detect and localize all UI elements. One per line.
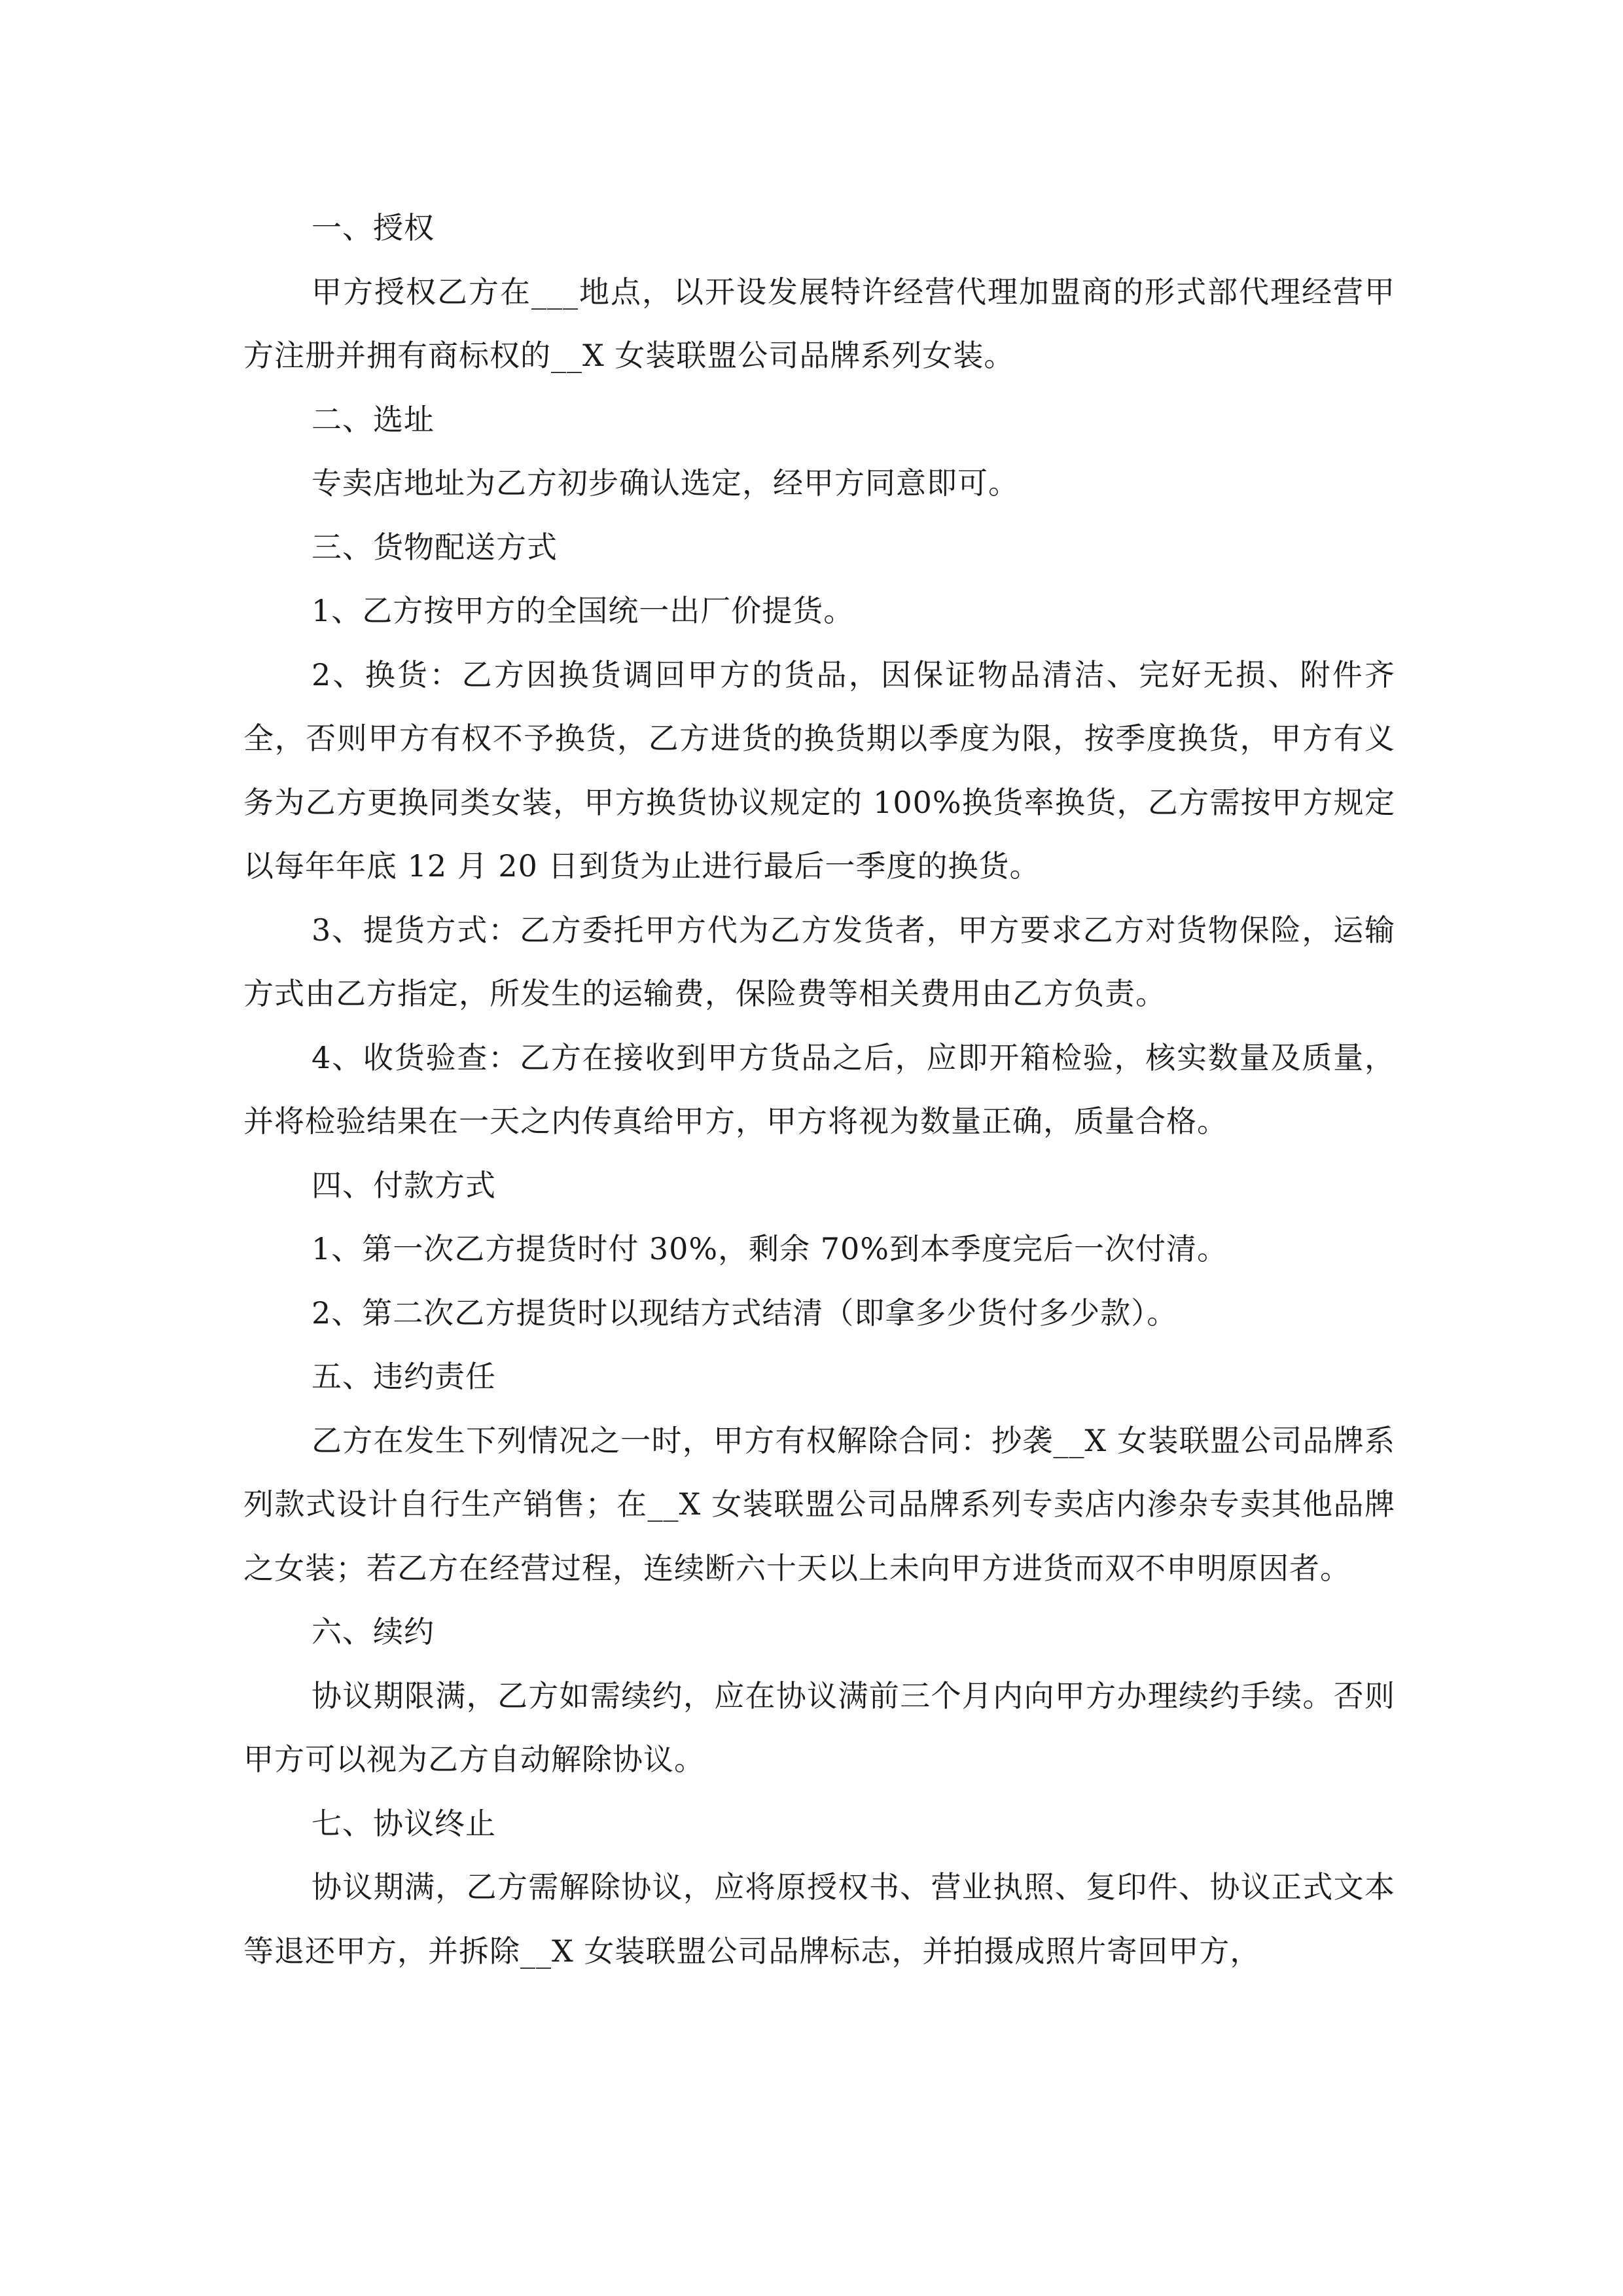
paragraph-delivery-2: 2、换货：乙方因换货调回甲方的货品，因保证物品清洁、完好无损、附件齐全，否则甲方有权不予换货，乙方进货的换货期以季度为限，按季度换货，甲方有义务为乙方更换同类女装，甲方换货协议规定的 100%换货率换货，乙方需按甲方规定以每年年底 12 月 20 日到货为止进行最后一季度的换货。	[243, 656, 1395, 884]
paragraph-site-selection: 专卖店地址为乙方初步确认选定，经甲方同意即可。	[312, 465, 1019, 501]
paragraph-renewal: 协议期限满，乙方如需续约，应在协议满前三个月内向甲方办理续约手续。否则甲方可以视为乙方自动解除协议。	[243, 1677, 1395, 1777]
document-body	[243, 196, 1395, 1983]
section-heading-termination: 七、协议终止	[312, 1805, 496, 1841]
section-heading-breach: 五、违约责任	[312, 1359, 496, 1394]
section-heading-site-selection: 二、选址	[312, 401, 435, 437]
paragraph-delivery-3: 3、提货方式：乙方委托甲方代为乙方发货者，甲方要求乙方对货物保险，运输方式由乙方指定，所发生的运输费，保险费等相关费用由乙方负责。	[243, 912, 1395, 1011]
paragraph-payment-1: 1、第一次乙方提货时付 30%，剩余 70%到本季度完后一次付清。	[312, 1231, 1228, 1266]
paragraph-termination: 协议期满，乙方需解除协议，应将原授权书、营业执照、复印件、协议正式文本等退还甲方，并拆除__X 女装联盟公司品牌标志，并拍摄成照片寄回甲方，	[243, 1869, 1395, 1969]
paragraph-delivery-1: 1、乙方按甲方的全国统一出厂价提货。	[312, 593, 855, 628]
section-heading-payment: 四、付款方式	[312, 1167, 496, 1203]
section-heading-authorization: 一、授权	[312, 210, 435, 245]
paragraph-payment-2: 2、第二次乙方提货时以现结方式结清（即拿多少货付多少款）。	[312, 1295, 1178, 1331]
section-heading-delivery: 三、货物配送方式	[312, 529, 558, 565]
paragraph-breach: 乙方在发生下列情况之一时，甲方有权解除合同：抄袭__X 女装联盟公司品牌系列款式设计自行生产销售；在__X 女装联盟公司品牌系列专卖店内渗杂专卖其他品牌之女装；若乙方在经营过程，连续断六十天以上未向甲方进货而双不申明原因者。	[243, 1422, 1395, 1586]
paragraph-delivery-4: 4、收货验查：乙方在接收到甲方货品之后，应即开箱检验，核实数量及质量，并将检验结果在一天之内传真给甲方，甲方将视为数量正确，质量合格。	[243, 1039, 1395, 1139]
section-heading-renewal: 六、续约	[312, 1614, 435, 1649]
paragraph-authorization: 甲方授权乙方在___地点，以开设发展特许经营代理加盟商的形式部代理经营甲方注册并拥有商标权的__X 女装联盟公司品牌系列女装。	[243, 274, 1395, 373]
